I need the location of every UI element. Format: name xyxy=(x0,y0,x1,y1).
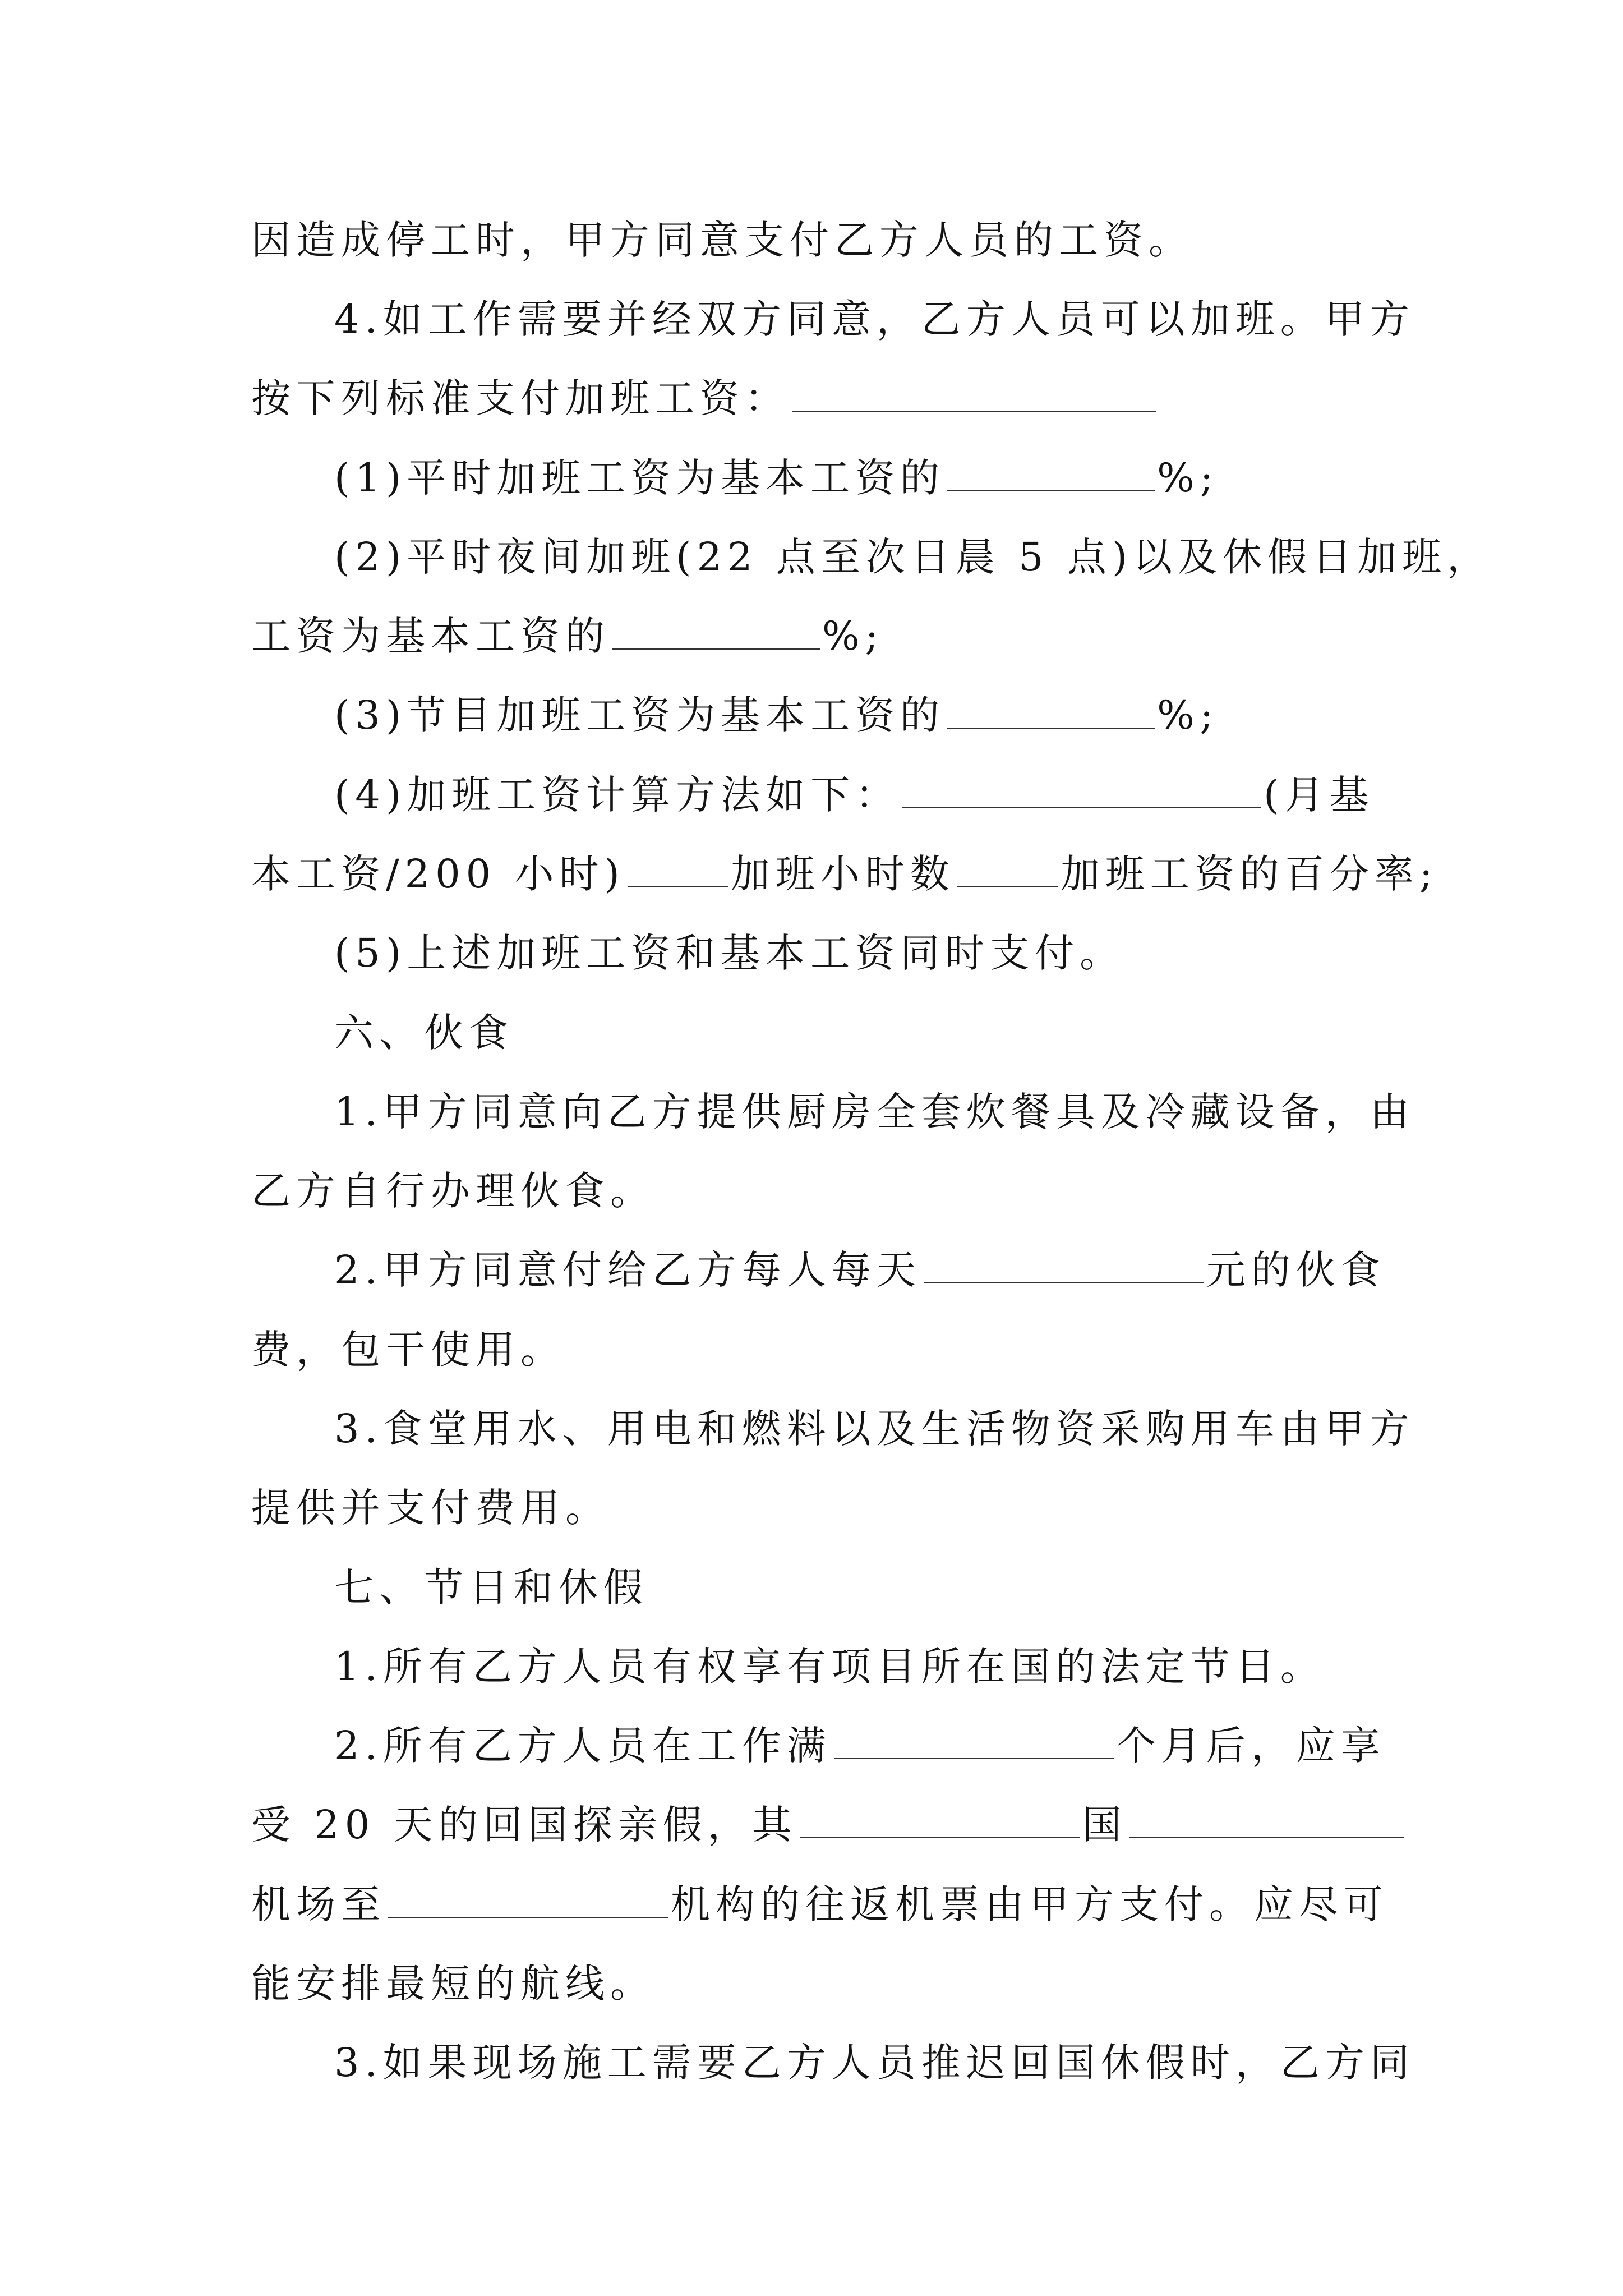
text-run: 工资为基本工资的 xyxy=(251,613,610,659)
text-run: (月基 xyxy=(1264,772,1375,818)
text-run: 国 xyxy=(1082,1802,1127,1848)
text-run: 乙方自行办理伙食。 xyxy=(251,1168,655,1214)
text-run: 机场至 xyxy=(251,1881,386,1927)
text-line xyxy=(251,1874,1389,1935)
blank-field xyxy=(628,847,728,887)
text-run: 费，包干使用。 xyxy=(251,1327,565,1373)
text-run: 3.食堂用水、用电和燃料以及生活物资采购用车由甲方 xyxy=(334,1406,1415,1452)
text-run: (3)节目加班工资为基本工资的 xyxy=(334,692,946,738)
blank-field xyxy=(388,1878,668,1918)
text-line xyxy=(251,209,1373,271)
text-run: %; xyxy=(822,613,884,659)
blank-field xyxy=(1129,1798,1404,1838)
text-run: 受 20 天的回国探亲假，其 xyxy=(251,1802,797,1848)
text-line xyxy=(334,1239,1456,1301)
text-line xyxy=(251,1477,1373,1539)
text-run: (4)加班工资计算方法如下： xyxy=(334,772,901,818)
text-line xyxy=(251,367,1373,429)
text-run: 元的伙食 xyxy=(1206,1247,1386,1293)
blank-field xyxy=(924,1243,1204,1283)
blank-field xyxy=(957,847,1058,887)
text-run: 七、节日和休假 xyxy=(334,1565,648,1611)
blank-field xyxy=(612,609,820,650)
text-run: 能安排最短的航线。 xyxy=(251,1961,655,2007)
text-line xyxy=(334,1081,1456,1143)
blank-field xyxy=(902,768,1261,808)
blank-field xyxy=(947,451,1155,491)
text-line xyxy=(251,1319,1373,1381)
text-run: 4.如工作需要并经双方同意，乙方人员可以加班。甲方 xyxy=(334,296,1415,342)
text-run: 本工资/200 小时) xyxy=(251,851,625,897)
text-run: %; xyxy=(1157,692,1219,738)
text-line xyxy=(334,1715,1456,1777)
section-heading xyxy=(334,1557,1456,1618)
text-line xyxy=(251,1794,1373,1856)
text-run: 六、伙食 xyxy=(334,1010,514,1056)
text-line xyxy=(334,922,1456,984)
text-run: 因造成停工时，甲方同意支付乙方人员的工资。 xyxy=(251,217,1193,263)
text-run: (5)上述加班工资和基本工资同时支付。 xyxy=(334,930,1125,976)
text-run: 机构的往返机票由甲方支付。应尽可 xyxy=(671,1881,1389,1927)
text-line xyxy=(334,684,1456,746)
text-line xyxy=(334,2032,1456,2093)
text-run: 2.所有乙方人员在工作满 xyxy=(334,1723,832,1769)
text-run: 1.所有乙方人员有权享有项目所在国的法定节日。 xyxy=(334,1644,1325,1690)
blank-field xyxy=(800,1798,1080,1838)
text-run: 1.甲方同意向乙方提供厨房全套炊餐具及冷藏设备，由 xyxy=(334,1089,1415,1135)
text-run: (1)平时加班工资为基本工资的 xyxy=(334,455,946,501)
text-run: 加班小时数 xyxy=(730,851,955,897)
section-heading xyxy=(334,1002,1456,1064)
text-run: 提供并支付费用。 xyxy=(251,1485,610,1531)
text-run: 3.如果现场施工需要乙方人员推迟回国休假时，乙方同 xyxy=(334,2040,1415,2086)
text-run: 加班工资的百分率; xyxy=(1060,851,1438,897)
text-line xyxy=(251,1953,1373,2014)
text-line xyxy=(334,288,1456,350)
text-run: 个月后，应享 xyxy=(1116,1723,1386,1769)
text-line xyxy=(251,1160,1373,1222)
blank-field xyxy=(947,688,1155,729)
text-line xyxy=(334,764,1456,826)
text-line xyxy=(334,1636,1456,1697)
blank-field xyxy=(834,1719,1114,1759)
text-line xyxy=(334,447,1456,509)
text-run: 2.甲方同意付给乙方每人每天 xyxy=(334,1247,921,1293)
text-run: 按下列标准支付加班工资： xyxy=(251,375,790,421)
text-line xyxy=(251,605,1373,667)
text-run: %; xyxy=(1157,455,1219,501)
text-run: (2)平时夜间加班(22 点至次日晨 5 点)以及休假日加班， xyxy=(334,534,1492,580)
text-line xyxy=(334,1398,1456,1460)
text-line xyxy=(251,843,1438,905)
text-line xyxy=(334,526,1492,588)
blank-field xyxy=(792,371,1156,412)
